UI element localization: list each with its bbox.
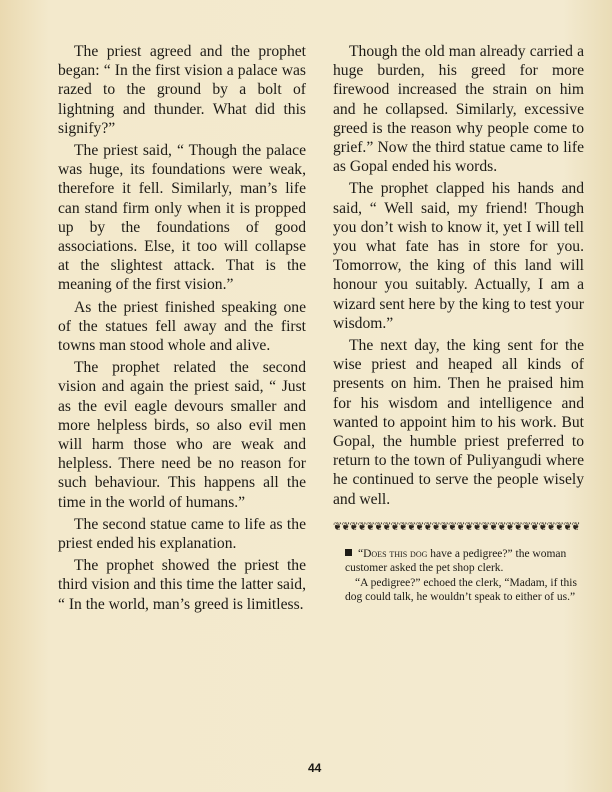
page-number: 44 [308, 761, 322, 775]
right-column [333, 42, 584, 606]
left-column [58, 42, 306, 617]
joke-line-2: “A pedigree?” echoed the clerk, “Madam, if this dog could talk, he wouldn’t speak to either of us.” [345, 577, 577, 603]
joke-line-1 [345, 548, 578, 575]
ornamental-divider: ❦❦❦❦❦❦❦❦❦❦❦❦❦❦❦❦❦❦❦❦❦❦❦❦❦❦❦❦❦❦ [333, 519, 580, 533]
square-bullet-icon [345, 549, 352, 556]
joke-text: have a pedigree?” the woman customer asked the pet shop clerk. [345, 548, 567, 574]
paragraph: The priest agreed and the prophet began: “ In the first vision a palace was razed to the ground by a bolt of lightning and thunder. What did this signify?” [58, 43, 306, 137]
paragraph: The prophet related the second vision and again the priest said, “ Just as the evil eagle devours smaller and more helpless birds, so also evil men will harm those who are weak and helpless. There need be no reason for such behaviour. This happens all the time in the world of humans.” [58, 359, 306, 511]
paragraph: The prophet clapped his hands and said, “ Well said, my friend! Though you don’t wish to know it, yet I will tell you what fate has in store for you. Tomorrow, the king of this land will honour you suitably. Actually, I am a wizard sent here by the king to test your wisdom.” [333, 180, 584, 332]
paragraph: The prophet showed the priest the third vision and this time the latter said, “ In the world, man’s greed is limitless. [58, 557, 306, 613]
paragraph: As the priest finished speaking one of the statues fell away and the first towns man stood whole and alive. [58, 298, 306, 355]
paragraph: Though the old man already carried a huge burden, his greed for more firewood increased the strain on him and he collapsed. Similarly, excessive greed is the reason why people come to grief.” Now the third statue came to life as Gopal ended his words. [333, 43, 584, 176]
joke-lead: “Does this dog [358, 548, 428, 561]
paragraph: The priest said, “ Though the palace was huge, its foundations were weak, therefore it fell. Similarly, man’s life can stand firm only when it is propped up by the foundations of good associations. Else, it too will collapse at the slightest attack. That is the meaning of the first vision.” [58, 142, 306, 294]
paragraph: The next day, the king sent for the wise priest and heaped all kinds of presents on him. Then he praised him for his wisdom and intelligence and wanted to appoint him to his work. But Gopal, the humble priest preferred to return to the town of Puliyangudi where he continued to serve the people wisely and well. [333, 337, 584, 508]
joke-box [333, 548, 584, 604]
paragraph: The second statue came to life as the priest ended his explanation. [58, 515, 306, 553]
